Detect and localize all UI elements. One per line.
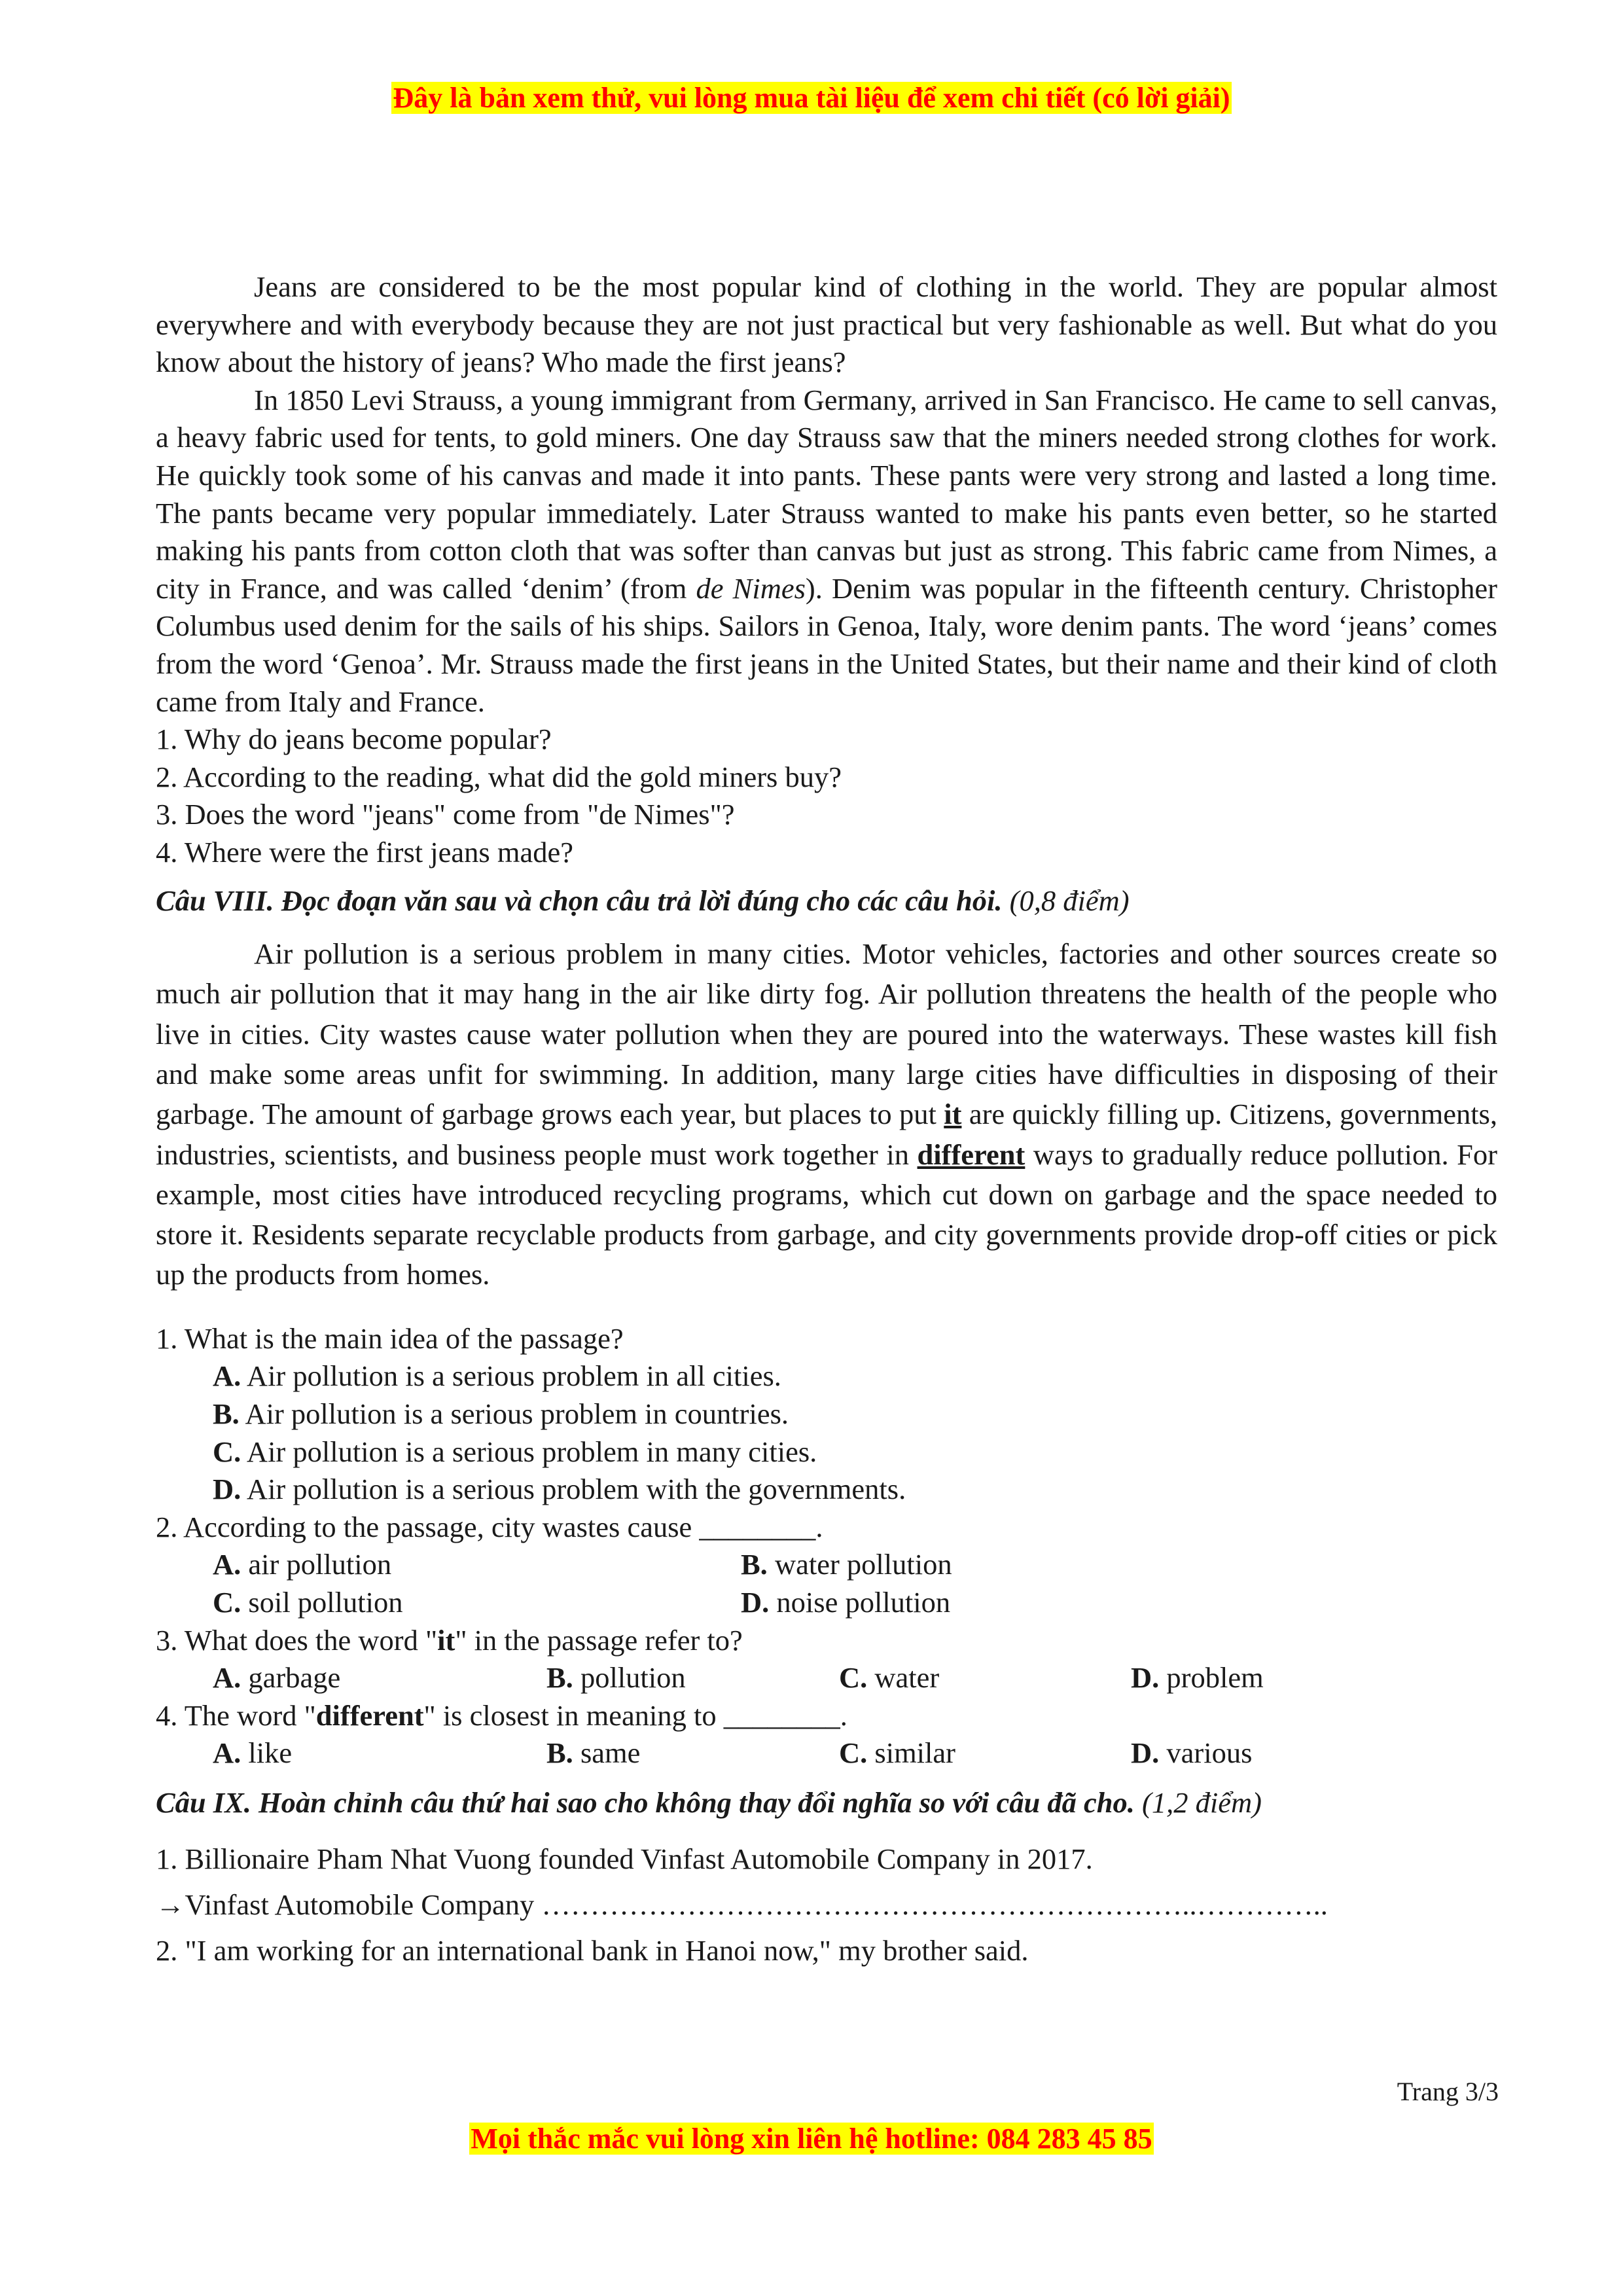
option-letter: B. — [213, 1397, 240, 1430]
option-letter: C. — [213, 1435, 241, 1468]
passage1-text: ). Denim was popular in the fifteenth century. Christopher Columbus used denim for the sails of his ships. Sailors in Genoa, Italy, wore denim pants. The word ‘jeans’ comes from the word ‘Genoa’. Mr. Strauss made the first jeans in the United States, but their name and their kind of cloth came from Italy and France. — [156, 571, 1497, 718]
section8-passage-text: are quickly filling up. Citizens, governments, industries, scientists, and business people must work together in — [156, 1098, 1498, 1171]
passage1-paragraph1: Jeans are considered to be the most popular kind of clothing in the world. They are popular almost everywhere and with everybody because they are not just practical but very fashionable as well. But what do you know about the history of jeans? Who made the first jeans? — [156, 270, 1497, 379]
option-text: Air pollution is a serious problem with the governments. — [241, 1473, 906, 1506]
option-letter: D. — [1131, 1661, 1160, 1695]
passage1-question: 1. Why do jeans become popular? — [156, 723, 552, 756]
q1-option-c — [156, 1433, 1497, 1471]
option-text: air pollution — [241, 1548, 392, 1581]
option-letter: A. — [213, 1359, 241, 1393]
underlined-word-it: it — [944, 1098, 962, 1131]
option-letter: C. — [839, 1661, 868, 1695]
q4-text-post: " is closest in meaning to ________. — [423, 1698, 847, 1732]
option-text: garbage — [241, 1661, 341, 1695]
section9-points: (1,2 điểm) — [1142, 1785, 1262, 1819]
passage1-paragraph2 — [156, 382, 1497, 721]
option-text: soil pollution — [241, 1585, 403, 1619]
q3-option-b — [546, 1659, 839, 1697]
option-text: Air pollution is a serious problem in all cities. — [241, 1359, 781, 1393]
option-letter: B. — [741, 1548, 768, 1581]
option-text: like — [241, 1736, 293, 1770]
section8-passage — [156, 934, 1497, 1295]
option-text: same — [573, 1736, 641, 1770]
q4-text — [156, 1697, 1497, 1735]
q2-option-c — [213, 1584, 741, 1622]
q1-option-d — [156, 1471, 1497, 1509]
q2-option-a — [213, 1546, 741, 1584]
q4-option-c — [839, 1734, 1131, 1772]
q2-options-row1 — [156, 1546, 1497, 1584]
section8-points: (0,8 điểm) — [1009, 884, 1130, 917]
option-letter: A. — [213, 1661, 241, 1695]
q3-option-c — [839, 1659, 1131, 1697]
q2-option-b — [741, 1546, 952, 1584]
option-letter: B. — [546, 1736, 573, 1770]
option-text: Air pollution is a serious problem in countries. — [239, 1397, 789, 1430]
option-text: problem — [1159, 1661, 1264, 1695]
option-letter: D. — [213, 1473, 241, 1506]
underlined-word-different: different — [917, 1138, 1026, 1171]
q3-text-pre: 3. What does the word " — [156, 1623, 438, 1657]
passage1-question: 2. According to the reading, what did the gold miners buy? — [156, 760, 842, 793]
option-letter: D. — [741, 1585, 770, 1619]
option-text: various — [1159, 1736, 1253, 1770]
passage1-question: 4. Where were the first jeans made? — [156, 835, 573, 869]
section9-title: Câu IX. Hoàn chỉnh câu thứ hai sao cho không thay đổi nghĩa so với câu đã cho. — [156, 1785, 1135, 1819]
option-text: water — [867, 1661, 940, 1695]
header-banner-text: Đây là bản xem thử, vui lòng mua tài liệu để xem chi tiết (có lời giải) — [393, 82, 1230, 114]
q4-option-a — [213, 1734, 546, 1772]
q3-options — [156, 1659, 1497, 1697]
page-number: Trang 3/3 — [1397, 2077, 1499, 2106]
q4-option-d — [1131, 1734, 1252, 1772]
q2-options-row2 — [156, 1584, 1497, 1622]
option-text: water pollution — [767, 1548, 952, 1581]
q1-text: 1. What is the main idea of the passage? — [156, 1321, 624, 1355]
option-letter: C. — [213, 1585, 241, 1619]
option-letter: A. — [213, 1736, 241, 1770]
q4-text-bold: different — [315, 1698, 424, 1732]
q4-options — [156, 1734, 1497, 1772]
footer-banner — [0, 2119, 1623, 2159]
q2-option-d — [741, 1584, 950, 1622]
q3-option-d — [1131, 1659, 1264, 1697]
q4-option-b — [546, 1734, 839, 1772]
q3-text — [156, 1622, 1497, 1660]
footer-banner-text: Mọi thắc mắc vui lòng xin liên hệ hotline: 084 283 45 85 — [471, 2123, 1152, 2155]
option-text: similar — [867, 1736, 955, 1770]
q1-option-a — [156, 1357, 1497, 1395]
section9-heading — [156, 1784, 1497, 1822]
section9-sentence2: 2. "I am working for an international bank in Hanoi now," my brother said. — [156, 1934, 1029, 1967]
passage1-question: 3. Does the word "jeans" come from "de Nimes"? — [156, 798, 735, 831]
option-letter: A. — [213, 1548, 241, 1581]
option-text: Air pollution is a serious problem in many cities. — [241, 1435, 817, 1468]
section9-sentence1-answer: →Vinfast Automobile Company …………………………………………………………..………….. — [156, 1888, 1328, 1922]
header-banner — [0, 79, 1623, 118]
section8-passage-text: Air pollution is a serious problem in many cities. Motor vehicles, factories and other sources create so much air pollution that it may hang in the air like dirty fog. Air pollution threatens the health of the people who live in cities. City wastes cause water pollution when they are poured into the waterways. These wastes kill fish and make some areas unfit for swimming. In addition, many large cities have difficulties in disposing of their garbage. The amount of garbage grows each year, but places to put — [156, 937, 1497, 1131]
section9-sentence1: 1. Billionaire Pham Nhat Vuong founded Vinfast Automobile Company in 2017. — [156, 1842, 1093, 1876]
q2-text: 2. According to the passage, city wastes cause ________. — [156, 1510, 823, 1543]
section8-title: Câu VIII. Đọc đoạn văn sau và chọn câu trả lời đúng cho các câu hỏi. — [156, 884, 1003, 917]
q1-option-b — [156, 1395, 1497, 1433]
q3-option-a — [213, 1659, 546, 1697]
section8-passage-text: ways to gradually reduce pollution. For example, most cities have introduced recycling programs, which cut down on garbage and the space needed to store it. Residents separate recyclable products from garbage, and city governments provide drop-off cities or pick up the products from homes. — [156, 1138, 1497, 1291]
option-text: noise pollution — [769, 1585, 951, 1619]
document-body — [156, 268, 1497, 1973]
option-text: pollution — [573, 1661, 686, 1695]
passage1-text: In 1850 Levi Strauss, a young immigrant from Germany, arrived in San Francisco. He came to sell canvas, a heavy fabric used for tents, to gold miners. One day Strauss saw that the miners needed strong clothes for work. He quickly took some of his canvas and made it into pants. These pants were very strong and lasted a long time. The pants became very popular immediately. Later Strauss wanted to make his pants even better, so he started making his pants from cotton cloth that was softer than canvas but just as strong. This fabric came from Nimes, a city in France, and was called ‘denim’ (from — [156, 383, 1497, 605]
section8-heading — [156, 882, 1497, 920]
q3-text-post: " in the passage refer to? — [455, 1623, 743, 1657]
q3-text-bold: it — [437, 1623, 455, 1657]
option-letter: D. — [1131, 1736, 1160, 1770]
option-letter: B. — [546, 1661, 573, 1695]
passage1-italic-term: de Nimes — [696, 571, 806, 605]
q4-text-pre: 4. The word " — [156, 1698, 316, 1732]
option-letter: C. — [839, 1736, 868, 1770]
